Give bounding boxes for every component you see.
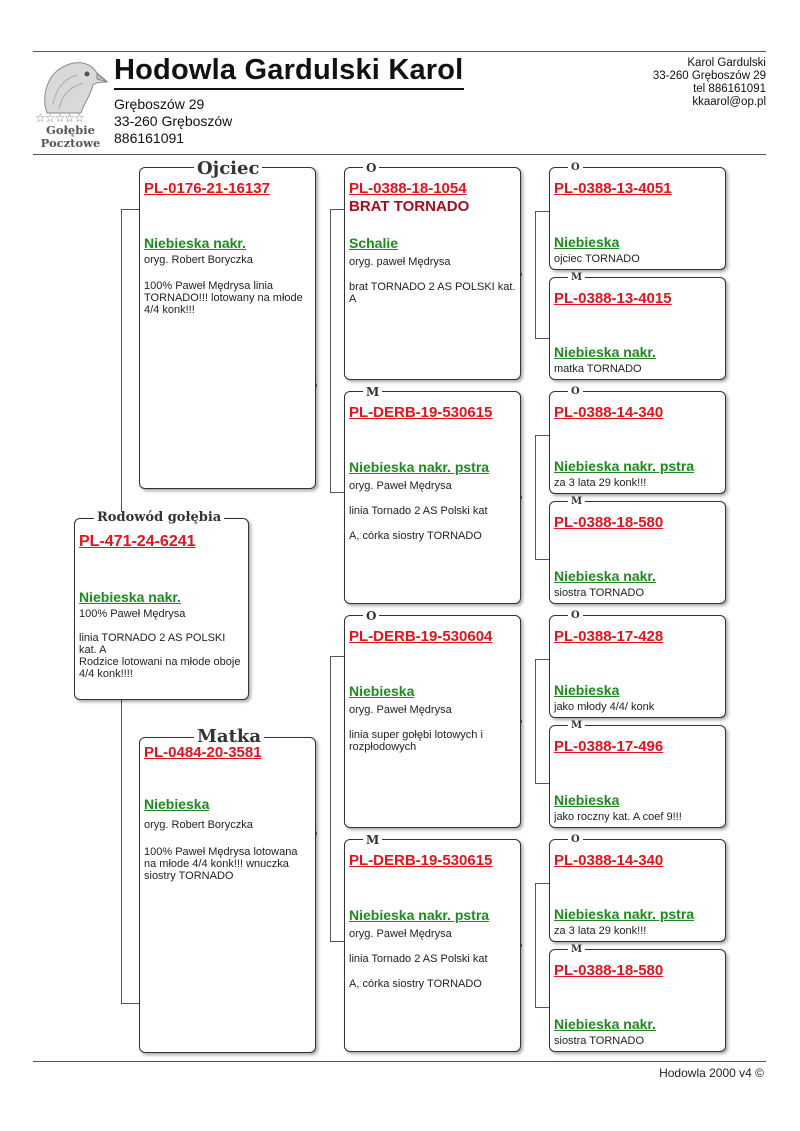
great-grandparent-note: siostra TORNADO (554, 587, 645, 599)
mother-ring-number[interactable]: PL-0484-20-3581 (144, 744, 262, 761)
great-grandparent-card[interactable] (549, 162, 726, 270)
paternal-grandfather-color: Schalie (349, 235, 399, 251)
great-grandparent-note: jako młody 4/4/ konk (554, 701, 655, 713)
great-grandparent-color: Niebieska nakr. (554, 568, 656, 584)
header-top-rule (33, 51, 766, 52)
great-grandparent-ring[interactable]: PL-0388-14-340 (554, 404, 664, 421)
great-grandparent-note: siostra TORNADO (554, 1035, 645, 1047)
great-grandparent-note: ojciec TORNADO (554, 253, 640, 265)
paternal-grandfather-notes: brat TORNADO 2 AS POLSKI kat. A (349, 281, 516, 305)
paternal-grandmother-notes-1: linia Tornado 2 AS Polski kat (349, 505, 488, 517)
great-grandparent-card[interactable] (549, 720, 726, 828)
father-card[interactable] (139, 158, 316, 489)
great-grandparent-color: Niebieska nakr. pstra (554, 458, 695, 474)
address-street: Gręboszów 29 (114, 96, 205, 112)
paternal-grandmother-ring[interactable]: PL-DERB-19-530615 (349, 404, 493, 421)
great-grandparent-card[interactable] (549, 272, 726, 380)
paternal-grandfather-card[interactable] (344, 161, 521, 380)
mother-color: Niebieska (144, 796, 210, 812)
address-phone: 886161091 (114, 130, 185, 146)
maternal-grandfather-color: Niebieska (349, 683, 415, 699)
paternal-grandfather-origin: oryg. paweł Mędrysa (349, 256, 451, 268)
connector-fm (535, 435, 550, 560)
great-grandparent-ring[interactable]: PL-0388-14-340 (554, 852, 664, 869)
main-color: Niebieska nakr. (79, 589, 181, 605)
paternal-grandmother-origin: oryg. Paweł Mędrysa (349, 480, 452, 492)
maternal-grandmother-notes-2: A, córka siostry TORNADO (349, 978, 482, 990)
great-grandparent-label: M (568, 945, 585, 955)
contact-phone: tel 886161091 (693, 83, 766, 95)
great-grandparent-color: Niebieska (554, 792, 620, 808)
main-notes: linia TORNADO 2 AS POLSKI kat. A Rodzice lotowani na młode oboje 4/4 konk!!!! (79, 632, 241, 680)
great-grandparent-color: Niebieska nakr. (554, 344, 656, 360)
great-grandparent-ring[interactable]: PL-0388-18-580 (554, 962, 664, 979)
connector-ff (535, 211, 550, 339)
connector-father (330, 209, 345, 493)
connector-mother (330, 656, 345, 942)
maternal-grandmother-ring[interactable]: PL-DERB-19-530615 (349, 852, 493, 869)
great-grandparent-color: Niebieska (554, 234, 620, 250)
mother-origin: oryg. Robert Boryczka (144, 819, 253, 831)
paternal-grandmother-label: M (363, 386, 382, 398)
main-ring-number[interactable]: PL-471-24-6241 (79, 533, 196, 550)
great-grandparent-ring[interactable]: PL-0388-17-496 (554, 738, 664, 755)
maternal-grandfather-notes: linia super gołębi lotowych i rozpłodowych (349, 729, 483, 753)
paternal-grandmother-notes-2: A, córka siostry TORNADO (349, 530, 482, 542)
great-grandparent-note: za 3 lata 29 konk!!! (554, 925, 647, 937)
footer-text: Hodowla 2000 v4 © (659, 1066, 764, 1080)
mother-notes: 100% Paweł Mędrysa lotowana na młode 4/4 konk!!! wnuczka siostry TORNADO (144, 846, 298, 882)
great-grandparent-note: matka TORNADO (554, 363, 642, 375)
connector-mf (535, 659, 550, 784)
great-grandparent-card[interactable] (549, 386, 726, 494)
great-grandparent-label: M (568, 497, 585, 507)
contact-email: kkaarol@op.pl (692, 96, 766, 108)
paternal-grandfather-label: O (363, 162, 379, 174)
great-grandparent-card[interactable] (549, 610, 726, 718)
maternal-grandmother-color: Niebieska nakr. pstra (349, 907, 490, 923)
great-grandparent-card[interactable] (549, 496, 726, 604)
maternal-grandfather-label: O (363, 610, 379, 622)
maternal-grandfather-ring[interactable]: PL-DERB-19-530604 (349, 628, 493, 645)
great-grandparent-note: jako roczny kat. A coef 9!!! (554, 811, 682, 823)
great-grandparent-label: O (568, 835, 583, 845)
great-grandparent-card[interactable] (549, 834, 726, 942)
main-pigeon-label: Rodowód gołębia (94, 511, 224, 524)
contact-address: 33-260 Gręboszów 29 (652, 70, 766, 82)
maternal-grandfather-card[interactable] (344, 609, 521, 828)
main-pigeon-card[interactable] (74, 510, 249, 700)
footer-rule (33, 1061, 766, 1062)
great-grandparent-note: za 3 lata 29 konk!!! (554, 477, 647, 489)
great-grandparent-ring[interactable]: PL-0388-13-4051 (554, 180, 672, 197)
pigeon-head-icon (33, 55, 108, 115)
paternal-grandfather-name: BRAT TORNADO (349, 198, 470, 215)
connector-mm (535, 883, 550, 1008)
great-grandparent-label: O (568, 611, 583, 621)
maternal-grandfather-origin: oryg. Paweł Mędrysa (349, 704, 452, 716)
contact-name: Karol Gardulski (687, 57, 766, 69)
maternal-grandmother-notes-1: linia Tornado 2 AS Polski kat (349, 953, 488, 965)
paternal-grandmother-color: Niebieska nakr. pstra (349, 459, 490, 475)
father-label: Ojciec (194, 160, 262, 178)
contact-block (653, 57, 766, 109)
father-notes: 100% Paweł Mędrysa linia TORNADO!!! lotowany na młode 4/4 konk!!! (144, 280, 303, 316)
paternal-grandmother-card[interactable] (344, 385, 521, 604)
mother-label: Matka (194, 728, 264, 746)
great-grandparent-ring[interactable]: PL-0388-18-580 (554, 514, 664, 531)
great-grandparent-label: M (568, 273, 585, 283)
great-grandparent-label: O (568, 387, 583, 397)
paternal-grandfather-ring[interactable]: PL-0388-18-1054 (349, 180, 467, 197)
father-color: Niebieska nakr. (144, 235, 246, 251)
stars-icon: ☆☆☆☆☆ (35, 111, 84, 125)
great-grandparent-color: Niebieska nakr. pstra (554, 906, 695, 922)
logo-text-line2: Pocztowe (40, 136, 101, 150)
great-grandparent-ring[interactable]: PL-0388-13-4015 (554, 290, 672, 307)
header-bottom-rule (33, 154, 766, 155)
great-grandparent-label: M (568, 721, 585, 731)
logo (33, 55, 108, 150)
logo-text-line1: Gołębie (46, 123, 95, 137)
maternal-grandmother-card[interactable] (344, 833, 521, 1052)
father-origin: oryg. Robert Boryczka (144, 254, 253, 266)
address-city: 33-260 Gręboszów (114, 113, 233, 129)
great-grandparent-ring[interactable]: PL-0388-17-428 (554, 628, 664, 645)
great-grandparent-color: Niebieska nakr. (554, 1016, 656, 1032)
page-title: Hodowla Gardulski Karol (114, 54, 464, 86)
great-grandparent-card[interactable] (549, 944, 726, 1052)
father-ring-number[interactable]: PL-0176-21-16137 (144, 180, 270, 197)
maternal-grandmother-label: M (363, 834, 382, 846)
great-grandparent-label: O (568, 163, 583, 173)
maternal-grandmother-origin: oryg. Paweł Mędrysa (349, 928, 452, 940)
great-grandparent-color: Niebieska (554, 682, 620, 698)
mother-card[interactable] (139, 726, 316, 1053)
main-origin: 100% Paweł Mędrysa (79, 608, 186, 620)
title-underline (114, 88, 464, 90)
